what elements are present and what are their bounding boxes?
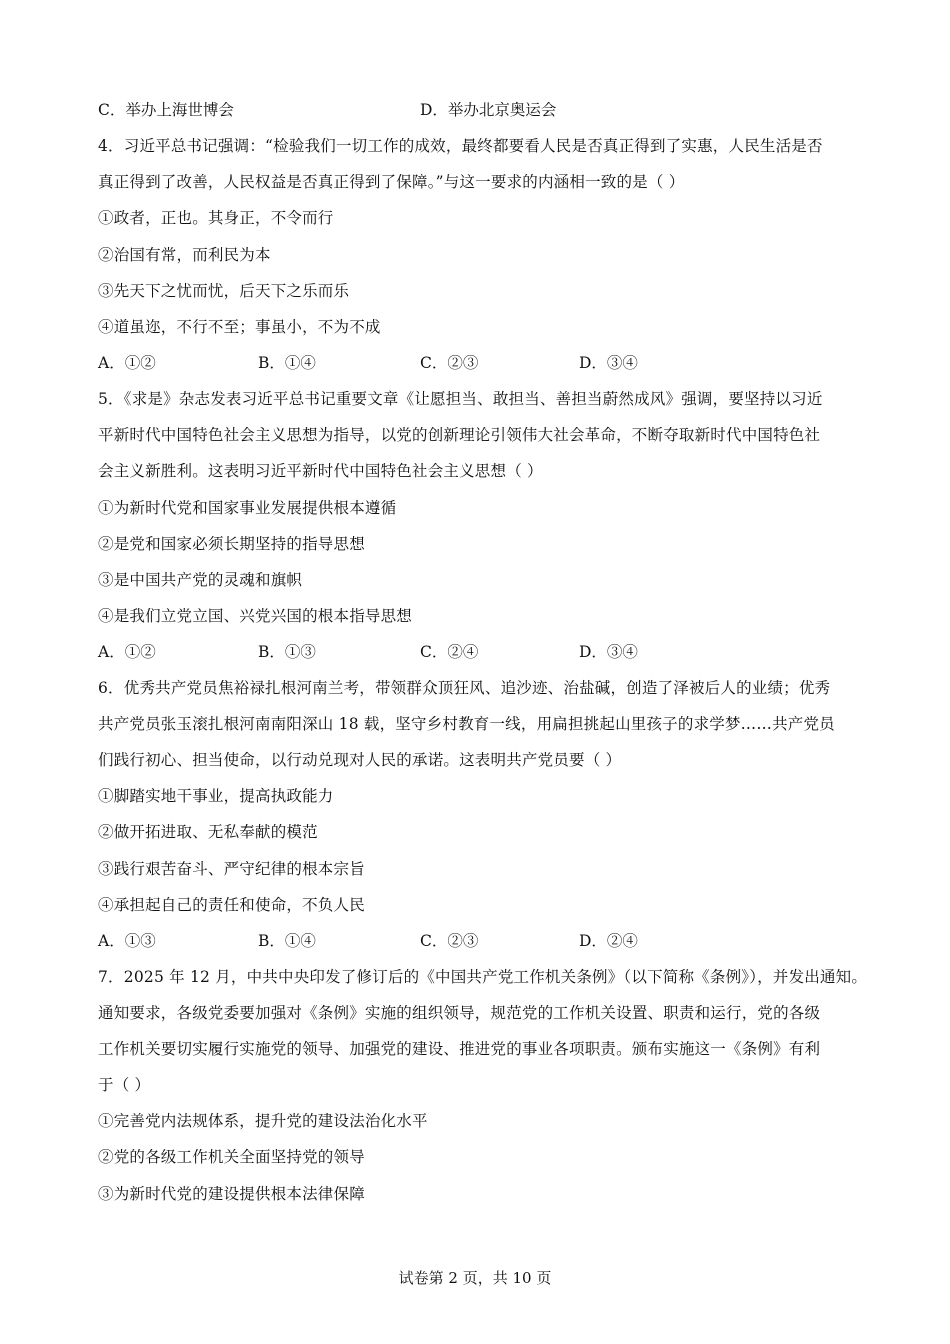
q6-stem-line-3: 们践行初心、担当使命，以行动兑现对人民的承诺。这表明共产党员要（ ）: [98, 751, 622, 769]
q5-option-a: A．①②: [98, 643, 156, 661]
q6-option-c: C．②③: [420, 932, 479, 950]
q5-stem-line-3: 会主义新胜利。这表明习近平新时代中国特色社会主义思想（ ）: [98, 462, 543, 480]
page-footer: 试卷第 2 页，共 10 页: [398, 1269, 552, 1287]
q5-item-1: ①为新时代党和国家事业发展提供根本遵循: [98, 499, 397, 517]
q4-item-2: ②治国有常，而利民为本: [98, 246, 271, 264]
q7-item-1: ①完善党内法规体系，提升党的建设法治化水平: [98, 1112, 428, 1130]
q4-stem-line-1: 4．习近平总书记强调：“检验我们一切工作的成效，最终都要看人民是否真正得到了实惠，人民生活是否: [98, 137, 823, 155]
q4-stem-line-2: 真正得到了改善，人民权益是否真正得到了保障。”与这一要求的内涵相一致的是（ ）: [98, 173, 685, 191]
q4-option-b: B．①④: [258, 354, 316, 372]
q5-options: [98, 640, 858, 664]
q5-item-4: ④是我们立党立国、兴党兴国的根本指导思想: [98, 607, 413, 625]
q6-item-4: ④承担起自己的责任和使命，不负人民: [98, 896, 365, 914]
q5-stem-line-2: 平新时代中国特色社会主义思想为指导，以党的创新理论引领伟大社会革命，不断夺取新时代中国特色社: [98, 426, 821, 444]
q6-stem-line-2: 共产党员张玉滚扎根河南南阳深山 18 载，坚守乡村教育一线，用扁担挑起山里孩子的求学梦……共产党员: [98, 715, 835, 733]
q3-option-c: C．举办上海世博会: [98, 101, 234, 119]
q7-item-3: ③为新时代党的建设提供根本法律保障: [98, 1185, 365, 1203]
q6-option-b: B．①④: [258, 932, 316, 950]
q4-option-c: C．②③: [420, 354, 479, 372]
q4-options: [98, 351, 858, 375]
q7-item-2: ②党的各级工作机关全面坚持党的领导: [98, 1148, 365, 1166]
q6-stem-line-1: 6．优秀共产党员焦裕禄扎根河南兰考，带领群众顶狂风、追沙迹、治盐碱，创造了泽被后人的业绩；优秀: [98, 679, 831, 697]
q4-option-a: A．①②: [98, 354, 156, 372]
q7-stem-line-2: 通知要求，各级党委要加强对《条例》实施的组织领导，规范党的工作机关设置、职责和运行，党的各级: [98, 1004, 821, 1022]
q4-item-4: ④道虽迩，不行不至；事虽小，不为不成: [98, 318, 381, 336]
q4-item-3: ③先天下之忧而忧，后天下之乐而乐: [98, 282, 350, 300]
q6-options: [98, 929, 858, 953]
q4-item-1: ①政者，正也。其身正，不令而行: [98, 209, 334, 227]
q7-stem-line-3: 工作机关要切实履行实施党的领导、加强党的建设、推进党的事业各项职责。颁布实施这一《条例》有利: [98, 1040, 821, 1058]
q5-option-c: C．②④: [420, 643, 479, 661]
q4-option-d: D．③④: [579, 354, 638, 372]
q5-option-d: D．③④: [579, 643, 638, 661]
q7-stem-line-1: 7．2025 年 12 月，中共中央印发了修订后的《中国共产党工作机关条例》（以下简称《条例》），并发出通知。: [98, 968, 868, 986]
q6-item-1: ①脚踏实地干事业，提高执政能力: [98, 787, 334, 805]
q6-item-2: ②做开拓进取、无私奉献的模范: [98, 823, 318, 841]
q7-stem-line-4: 于（ ）: [98, 1076, 151, 1094]
q5-item-3: ③是中国共产党的灵魂和旗帜: [98, 571, 303, 589]
q6-option-d: D．②④: [579, 932, 638, 950]
q3-option-d: D．举办北京奥运会: [420, 101, 557, 119]
q5-item-2: ②是党和国家必须长期坚持的指导思想: [98, 535, 365, 553]
q5-stem-line-1: 5．《求是》杂志发表习近平总书记重要文章《让愿担当、敢担当、善担当蔚然成风》强调，要坚持以习近: [98, 390, 823, 408]
q6-item-3: ③践行艰苦奋斗、严守纪律的根本宗旨: [98, 860, 365, 878]
q3-options: [98, 98, 858, 122]
q6-option-a: A．①③: [98, 932, 156, 950]
q5-option-b: B．①③: [258, 643, 316, 661]
